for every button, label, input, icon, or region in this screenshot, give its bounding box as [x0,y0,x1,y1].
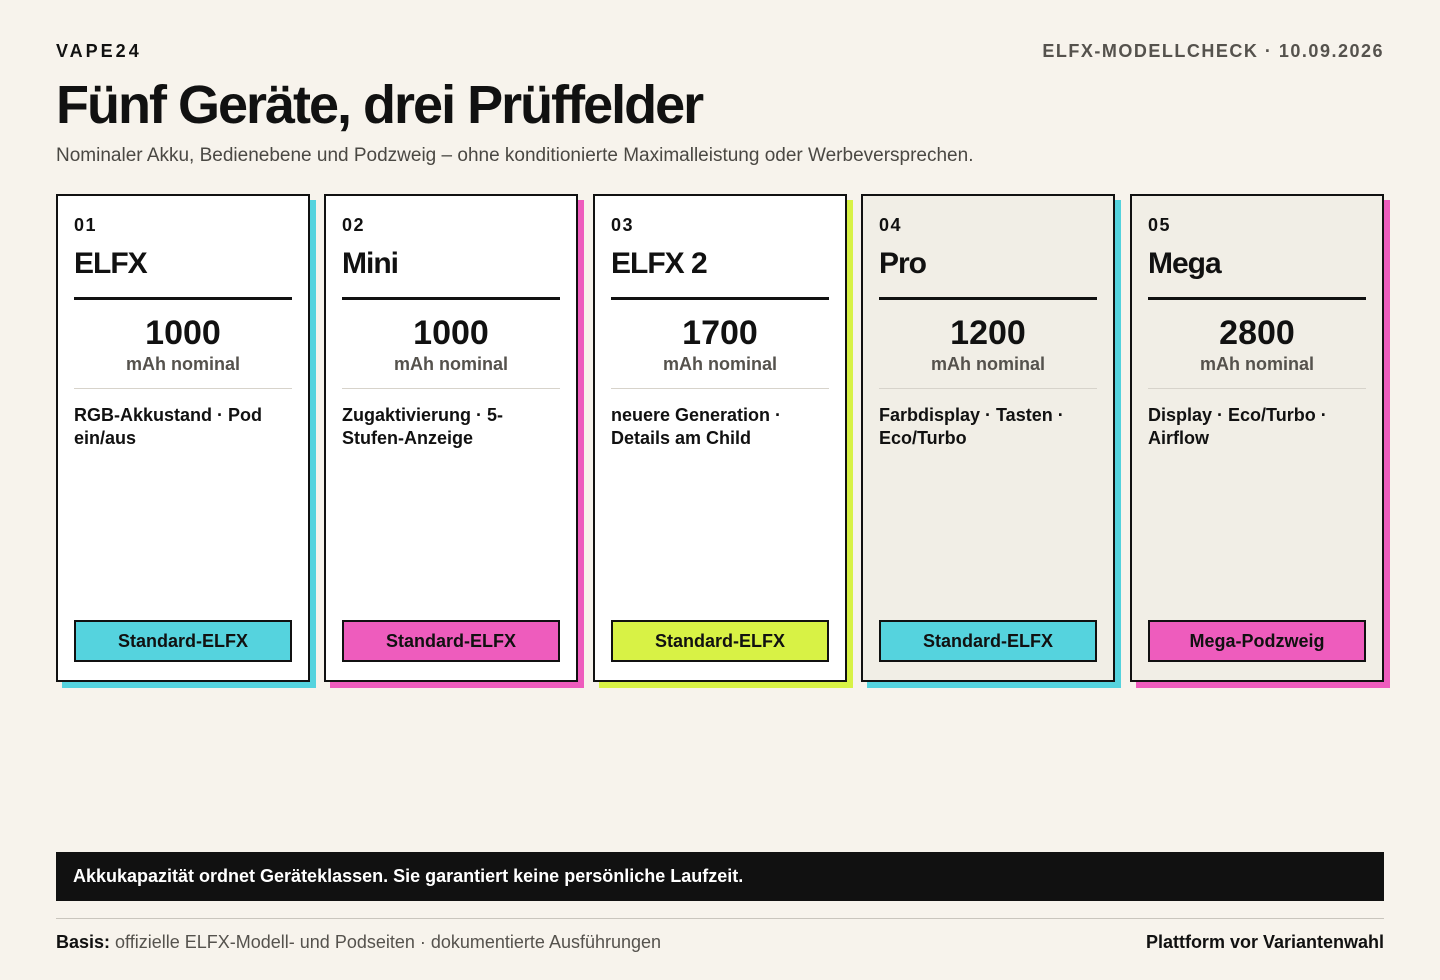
card-capacity-value: 1700 [682,314,758,352]
card-capacity-value: 1000 [413,314,489,352]
card-divider-thin [74,388,292,389]
card-model-name: Mega [1148,247,1221,280]
card-divider-thick [1148,297,1366,300]
model-cards [56,194,1384,682]
card-divider-thick [342,297,560,300]
card-branch-tag[interactable]: Standard-ELFX [342,620,560,662]
model-card-elfx-2[interactable] [593,194,847,682]
footer [56,931,1384,953]
disclaimer-banner [56,852,1384,901]
card-divider-thick [879,297,1097,300]
brand-logo[interactable]: VAPE24 [56,40,142,61]
card-number: 03 [611,215,635,235]
header [56,40,1384,62]
card-model-name: Mini [342,247,398,280]
card-divider-thin [879,388,1097,389]
card-divider-thick [74,297,292,300]
card-branch-tag[interactable]: Standard-ELFX [879,620,1097,662]
card-number: 01 [74,215,98,235]
card-branch-tag[interactable]: Mega-Podzweig [1148,620,1366,662]
card-capacity-value: 1000 [145,314,221,352]
card-capacity-value: 2800 [1219,314,1295,352]
card-capacity-unit: mAh nominal [393,354,508,374]
model-card-mega[interactable] [1130,194,1384,682]
source-basis-label: Basis: [56,931,111,952]
card-branch-tag[interactable]: Standard-ELFX [74,620,292,662]
disclaimer-text: Akkukapazität ordnet Geräteklassen. Sie garantiert keine persönliche Laufzeit. [73,866,744,886]
card-features: Display · Eco/Turbo · Airflow [1148,405,1327,448]
card-divider-thick [611,297,829,300]
model-card-mini[interactable] [324,194,578,682]
source-basis [56,932,661,953]
card-divider-thin [342,388,560,389]
card-capacity-value: 1200 [950,314,1026,352]
card-model-name: ELFX 2 [611,247,707,280]
card-capacity-unit: mAh nominal [1199,354,1314,374]
card-features: Zugaktivierung · 5-Stufen-Anzeige [342,405,504,448]
card-number: 04 [879,215,903,235]
card-capacity-unit: mAh nominal [930,354,1045,374]
card-branch-tag[interactable]: Standard-ELFX [611,620,829,662]
card-capacity-unit: mAh nominal [662,354,777,374]
card-features: neuere Generation · Details am Child [611,405,782,448]
card-features: RGB-Akkustand · Pod ein/aus [74,405,263,448]
card-number: 02 [342,215,366,235]
card-divider-thin [1148,388,1366,389]
footer-divider [56,918,1384,919]
page-subtitle: Nominaler Akku, Bedienebene und Podzweig – ohne konditionierte Maximalleistung oder Werbeversprechen. [56,145,974,166]
platform-note: Plattform vor Variantenwahl [1145,931,1384,952]
card-divider-thin [611,388,829,389]
card-capacity-unit: mAh nominal [125,354,240,374]
card-number: 05 [1148,215,1172,235]
card-model-name: ELFX [74,247,147,280]
header-meta: ELFX-MODELLCHECK · 10.09.2026 [1042,40,1384,61]
card-model-name: Pro [879,247,927,280]
card-features: Farbdisplay · Tasten · Eco/Turbo [879,405,1064,448]
model-card-elfx[interactable] [56,194,310,682]
source-basis-text: offizielle ELFX-Modell- und Podseiten · dokumentierte Ausführungen [115,931,662,952]
model-card-pro[interactable] [861,194,1115,682]
page-title: Fünf Geräte, drei Prüffelder [56,75,703,135]
